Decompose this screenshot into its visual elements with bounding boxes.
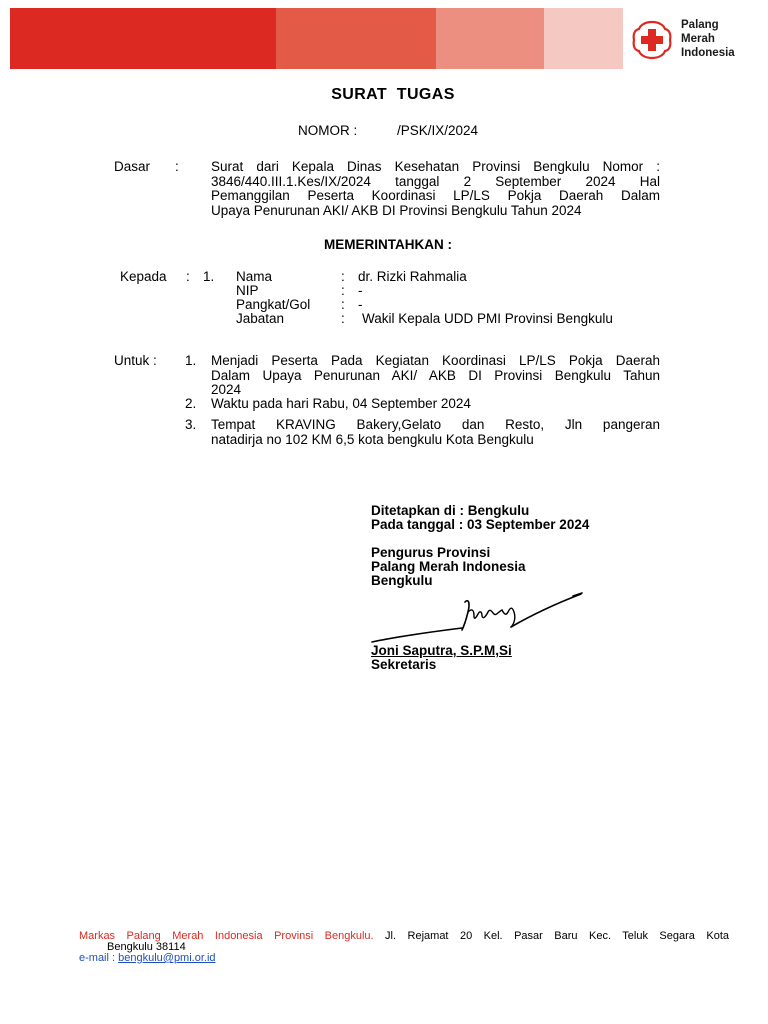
logo-text-line2: Merah (681, 33, 715, 45)
footer-email-label: e-mail : (79, 952, 119, 964)
kepada-label: Kepada (120, 269, 167, 284)
sign-date: Pada tanggal : 03 September 2024 (371, 517, 590, 532)
field-label-jabatan: Jabatan (236, 311, 285, 326)
footer-address-city: Bengkulu 38114 (107, 941, 186, 953)
untuk-line: Menjadi Peserta Pada Kegiatan Koordinasi LP/LS Pokja Daerah (211, 353, 660, 368)
dasar-line: Surat dari Kepala Dinas Kesehatan Provinsi Bengkulu Nomor : (211, 159, 660, 174)
header-band-pink (544, 8, 623, 69)
field-value-jabatan: Wakil Kepala UDD PMI Provinsi Bengkulu (362, 311, 613, 326)
logo-text-line1: Palang (681, 19, 719, 31)
untuk-number: 3. (185, 417, 197, 432)
footer-address-org: Markas Palang Merah Indonesia Provinsi Bengkulu. (79, 930, 374, 942)
untuk-label: Untuk : (114, 353, 157, 368)
header-band-red (10, 8, 276, 69)
pmi-logo (632, 18, 762, 60)
signer-name: Joni Saputra, S.P.M,Si (371, 643, 512, 658)
signer-position: Sekretaris (371, 657, 437, 672)
red-cross-emblem-icon (632, 20, 672, 60)
untuk-item (211, 397, 660, 412)
untuk-line: Waktu pada hari Rabu, 04 September 2024 (211, 396, 471, 411)
field-value-nip: - (358, 283, 363, 298)
dasar-line: 3846/440.III.1.Kes/IX/2024 tanggal 2 September 2024 Hal (211, 173, 660, 189)
order-heading: MEMERINTAHKAN : (324, 237, 452, 252)
dasar-line: Pemanggilan Peserta Koordinasi LP/LS Pokja Daerah Dalam (211, 188, 660, 203)
untuk-number: 2. (185, 396, 197, 411)
untuk-line: Tempat KRAVING Bakery,Gelato dan Resto, Jln pangeran (211, 417, 660, 432)
untuk-line: Dalam Upaya Penurunan AKI/ AKB DI Provinsi Bengkulu Tahun (211, 367, 660, 383)
dasar-text (211, 160, 660, 218)
field-value-pangkat: - (358, 297, 363, 312)
untuk-item (211, 418, 660, 447)
logo-text-line3: Indonesia (681, 47, 735, 59)
footer-address (79, 931, 729, 964)
field-colon: : (341, 311, 345, 326)
untuk-line: natadirja no 102 KM 6,5 kota bengkulu Kota Bengkulu (211, 431, 534, 447)
dasar-label: Dasar (114, 159, 151, 174)
footer-address-street: Jl. Rejamat 20 Kel. Pasar Baru Kec. Teluk Segara Kota (373, 930, 729, 942)
kepada-colon: : (186, 269, 190, 284)
handwritten-signature (370, 590, 586, 648)
untuk-item (211, 354, 660, 398)
nomor-value: /PSK/IX/2024 (397, 123, 479, 138)
untuk-number: 1. (185, 353, 197, 368)
header-band-salmon (436, 8, 544, 69)
field-colon: : (341, 283, 345, 298)
footer-email-link[interactable]: bengkulu@pmi.or.id (118, 952, 216, 964)
kepada-number: 1. (203, 269, 215, 284)
sign-org-2: Palang Merah Indonesia (371, 559, 526, 574)
field-value-nama: dr. Rizki Rahmalia (358, 269, 467, 284)
document-title: SURAT TUGAS (331, 86, 455, 103)
sign-org-1: Pengurus Provinsi (371, 545, 491, 560)
untuk-line: 2024 (211, 382, 242, 397)
field-label-nip: NIP (236, 283, 259, 298)
dasar-colon: : (175, 159, 179, 174)
dasar-line: Upaya Penurunan AKI/ AKB DI Provinsi Bengkulu Tahun 2024 (211, 202, 582, 218)
header-band-coral (276, 8, 436, 69)
nomor-label: NOMOR : (298, 123, 358, 138)
field-label-nama: Nama (236, 269, 273, 284)
sign-org-3: Bengkulu (371, 573, 433, 588)
field-colon: : (341, 297, 345, 312)
field-label-pangkat: Pangkat/Gol (236, 297, 311, 312)
field-colon: : (341, 269, 345, 284)
sign-place: Ditetapkan di : Bengkulu (371, 503, 530, 518)
